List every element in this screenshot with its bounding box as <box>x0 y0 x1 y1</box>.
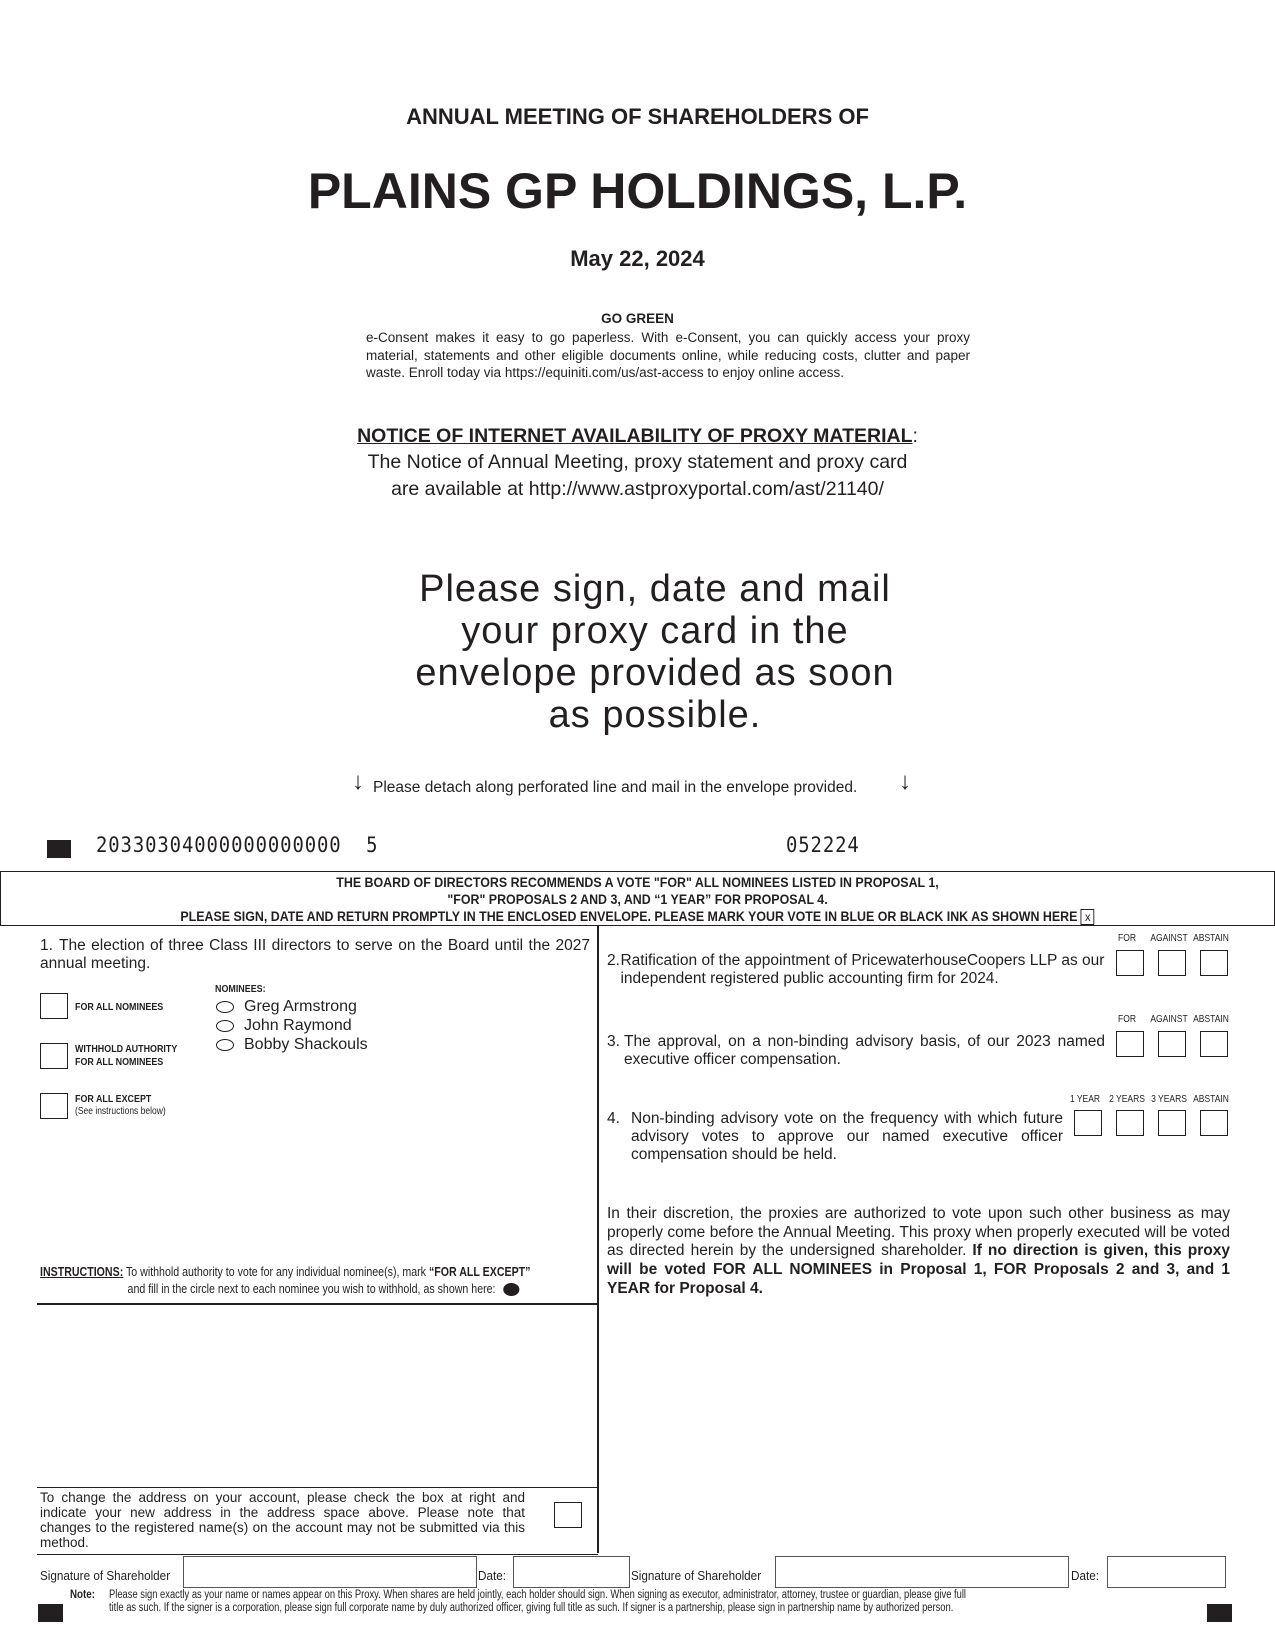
column-header: AGAINST <box>1150 1014 1188 1025</box>
proposal-4-text: Non-binding advisory vote on the frequency with which future advisory votes to approve our named executive officer compensation should be held. <box>631 1110 1063 1163</box>
arrow-down-icon: ↓ <box>899 768 911 795</box>
p3-for-checkbox[interactable] <box>1116 1031 1144 1057</box>
nominee-name: John Raymond <box>244 1017 352 1034</box>
notice-title: NOTICE OF INTERNET AVAILABILITY OF PROXY MATERIAL <box>357 425 913 447</box>
filled-circle-example-icon <box>504 1283 520 1296</box>
date-field-2[interactable] <box>1107 1556 1226 1588</box>
date-field-1[interactable] <box>513 1556 630 1588</box>
signature-label: Signature of Shareholder <box>40 1568 171 1583</box>
discretion-normal: In their discretion, the proxies are authorized to vote upon such other business as may properly come before the Annual Meeting. This proxy when properly executed will be voted as directed herein by the undersigned shareholder. <box>607 1205 1230 1260</box>
instructions-text-bold: “FOR ALL EXCEPT” <box>428 1265 531 1279</box>
column-header: FOR <box>1118 1014 1136 1025</box>
proposal-2 <box>607 952 1107 988</box>
instructions <box>40 1264 530 1298</box>
for-all-except-note: (See instructions below) <box>75 1106 166 1117</box>
nominee-circle[interactable] <box>216 1039 234 1051</box>
note-text <box>109 1589 966 1615</box>
for-all-nominees-label: FOR ALL NOMINEES <box>75 1001 164 1013</box>
go-green-text: e-Consent makes it easy to go paperless. With e-Consent, you can quickly access your proxy material, statements and other eligible documents online, while reducing costs, clutter and paper waste. Enroll today via https://equiniti.com/us/ast-access to enjoy online access. <box>366 330 970 380</box>
mail-line: Please sign, date and mail <box>419 568 891 610</box>
instructions-label: INSTRUCTIONS: <box>40 1265 124 1279</box>
divider <box>37 1303 598 1305</box>
proposal-1-text: The election of three Class III directors to serve on the Board until the 2027 annual meeting. <box>40 937 590 972</box>
date-label: Date: <box>478 1568 506 1583</box>
proposal-number: 1. <box>40 937 53 954</box>
p4-abstain-checkbox[interactable] <box>1200 1110 1228 1136</box>
arrow-down-icon: ↓ <box>352 768 364 795</box>
barcode-number: 20330304000000000000 5 <box>96 833 379 857</box>
notice-line1: The Notice of Annual Meeting, proxy statement and proxy card <box>367 451 908 473</box>
mail-line: as possible. <box>548 694 762 736</box>
p4-3-years-checkbox[interactable] <box>1158 1110 1186 1136</box>
withhold-authority-label <box>75 1043 177 1069</box>
nominee-name: Greg Armstrong <box>244 998 357 1015</box>
for-all-nominees-checkbox[interactable] <box>40 993 68 1019</box>
meeting-subtitle: ANNUAL MEETING OF SHAREHOLDERS OF <box>406 104 869 129</box>
note-line: Please sign exactly as your name or names appear on this Proxy. When shares are held jointly, each holder should sign. When signing as executor, administrator, attorney, trustee or guardian, please give full <box>109 1589 967 1601</box>
signature-field-1[interactable] <box>183 1556 477 1588</box>
address-change-checkbox[interactable] <box>554 1502 582 1528</box>
meeting-date: May 22, 2024 <box>570 246 705 271</box>
p2-abstain-checkbox[interactable] <box>1200 950 1228 976</box>
nominee-item[interactable] <box>216 1016 368 1035</box>
column-header: ABSTAIN <box>1193 933 1229 944</box>
company-name: PLAINS GP HOLDINGS, L.P. <box>307 163 968 219</box>
p3-abstain-checkbox[interactable] <box>1200 1031 1228 1057</box>
column-header: ABSTAIN <box>1193 1014 1229 1025</box>
example-mark: x <box>1081 909 1095 925</box>
mail-line: your proxy card in the <box>461 610 849 652</box>
instructions-text: To withhold authority to vote for any individual nominee(s), mark <box>123 1265 429 1279</box>
nominee-item[interactable] <box>216 1035 368 1054</box>
board-line: "FOR" PROPOSALS 2 AND 3, AND “1 YEAR” FOR PROPOSAL 4. <box>447 892 828 907</box>
notice-colon: : <box>912 425 918 447</box>
p2-against-checkbox[interactable] <box>1158 950 1186 976</box>
note-line: title as such. If the signer is a corporation, please sign full corporate name by duly authorized officer, giving full title as such. If signer is a partnership, please sign in partnership name by authorized person. <box>109 1602 954 1614</box>
board-line: PLEASE SIGN, DATE AND RETURN PROMPTLY IN THE ENCLOSED ENVELOPE. PLEASE MARK YOUR VOTE IN BLUE OR BLACK INK AS SHOWN HERE <box>180 909 1078 924</box>
proposal-4 <box>607 1110 1063 1164</box>
proposal-number: 3. <box>607 1033 620 1050</box>
p4-1-year-checkbox[interactable] <box>1074 1110 1102 1136</box>
column-header: AGAINST <box>1150 933 1188 944</box>
column-header: ABSTAIN <box>1193 1094 1229 1105</box>
control-number: 052224 <box>786 833 860 857</box>
proposal-3 <box>607 1033 1105 1069</box>
board-line: THE BOARD OF DIRECTORS RECOMMENDS A VOTE "FOR" ALL NOMINEES LISTED IN PROPOSAL 1, <box>336 875 939 890</box>
discretion-text <box>607 1205 1230 1299</box>
nominees-title: NOMINEES: <box>215 983 266 995</box>
column-divider <box>597 926 599 1553</box>
p3-against-checkbox[interactable] <box>1158 1031 1186 1057</box>
go-green-title: GO GREEN <box>601 311 674 326</box>
nominee-list <box>216 997 368 1054</box>
board-recommendation <box>52 874 1223 925</box>
proposal-3-text: The approval, on a non-binding advisory basis, of our 2023 named executive officer compensation. <box>624 1033 1105 1068</box>
nominee-circle[interactable] <box>216 1001 234 1013</box>
proposal-1 <box>40 937 590 973</box>
column-header: FOR <box>1118 933 1136 944</box>
board-recommendation-box <box>0 871 1275 926</box>
signature-label: Signature of Shareholder <box>631 1568 762 1583</box>
address-change-section <box>37 1487 598 1555</box>
label-line: FOR ALL NOMINEES <box>75 1056 164 1068</box>
column-header: 3 YEARS <box>1151 1094 1187 1105</box>
date-label: Date: <box>1071 1568 1099 1583</box>
for-all-except-label: FOR ALL EXCEPT <box>75 1093 152 1105</box>
signature-field-2[interactable] <box>775 1556 1069 1588</box>
label-line: WITHHOLD AUTHORITY <box>75 1043 178 1055</box>
detach-text: Please detach along perforated line and mail in the envelope provided. <box>373 779 858 796</box>
note-label: Note: <box>70 1589 95 1601</box>
mail-line: envelope provided as soon <box>415 652 895 694</box>
registration-mark <box>38 1604 63 1622</box>
address-change-text: To change the address on your account, please check the box at right and indicate your new address in the address space above. Please note that changes to the registered name(s) on the account may not be submitted via this method. <box>40 1490 525 1550</box>
proposal-number: 2. <box>607 952 620 969</box>
proposal-2-text: Ratification of the appointment of PricewaterhouseCoopers LLP as our independent registered public accounting firm for 2024. <box>620 952 1105 987</box>
nominee-item[interactable] <box>216 997 368 1016</box>
p2-for-checkbox[interactable] <box>1116 950 1144 976</box>
nominee-circle[interactable] <box>216 1020 234 1032</box>
registration-mark <box>47 840 71 858</box>
for-all-except-checkbox[interactable] <box>40 1093 68 1119</box>
withhold-authority-checkbox[interactable] <box>40 1043 68 1069</box>
notice-title-line <box>0 425 1275 448</box>
notice-line2: are available at http://www.astproxyportal.com/ast/21140/ <box>391 478 884 500</box>
column-header: 2 YEARS <box>1109 1094 1145 1105</box>
column-header: 1 YEAR <box>1069 1094 1101 1105</box>
proposal-number: 4. <box>607 1110 620 1127</box>
registration-mark <box>1207 1604 1232 1622</box>
instructions-text: and fill in the circle next to each nominee you wish to withhold, as shown here: <box>127 1282 496 1296</box>
p4-2-years-checkbox[interactable] <box>1116 1110 1144 1136</box>
discretion-bold: If no direction is given, this proxy will be voted FOR ALL NOMINEES in Proposal 1, FOR Proposals 2 and 3, and 1 YEAR for Proposal 4. <box>607 1242 1230 1297</box>
nominee-name: Bobby Shackouls <box>244 1036 368 1053</box>
mail-instructions <box>390 568 920 736</box>
